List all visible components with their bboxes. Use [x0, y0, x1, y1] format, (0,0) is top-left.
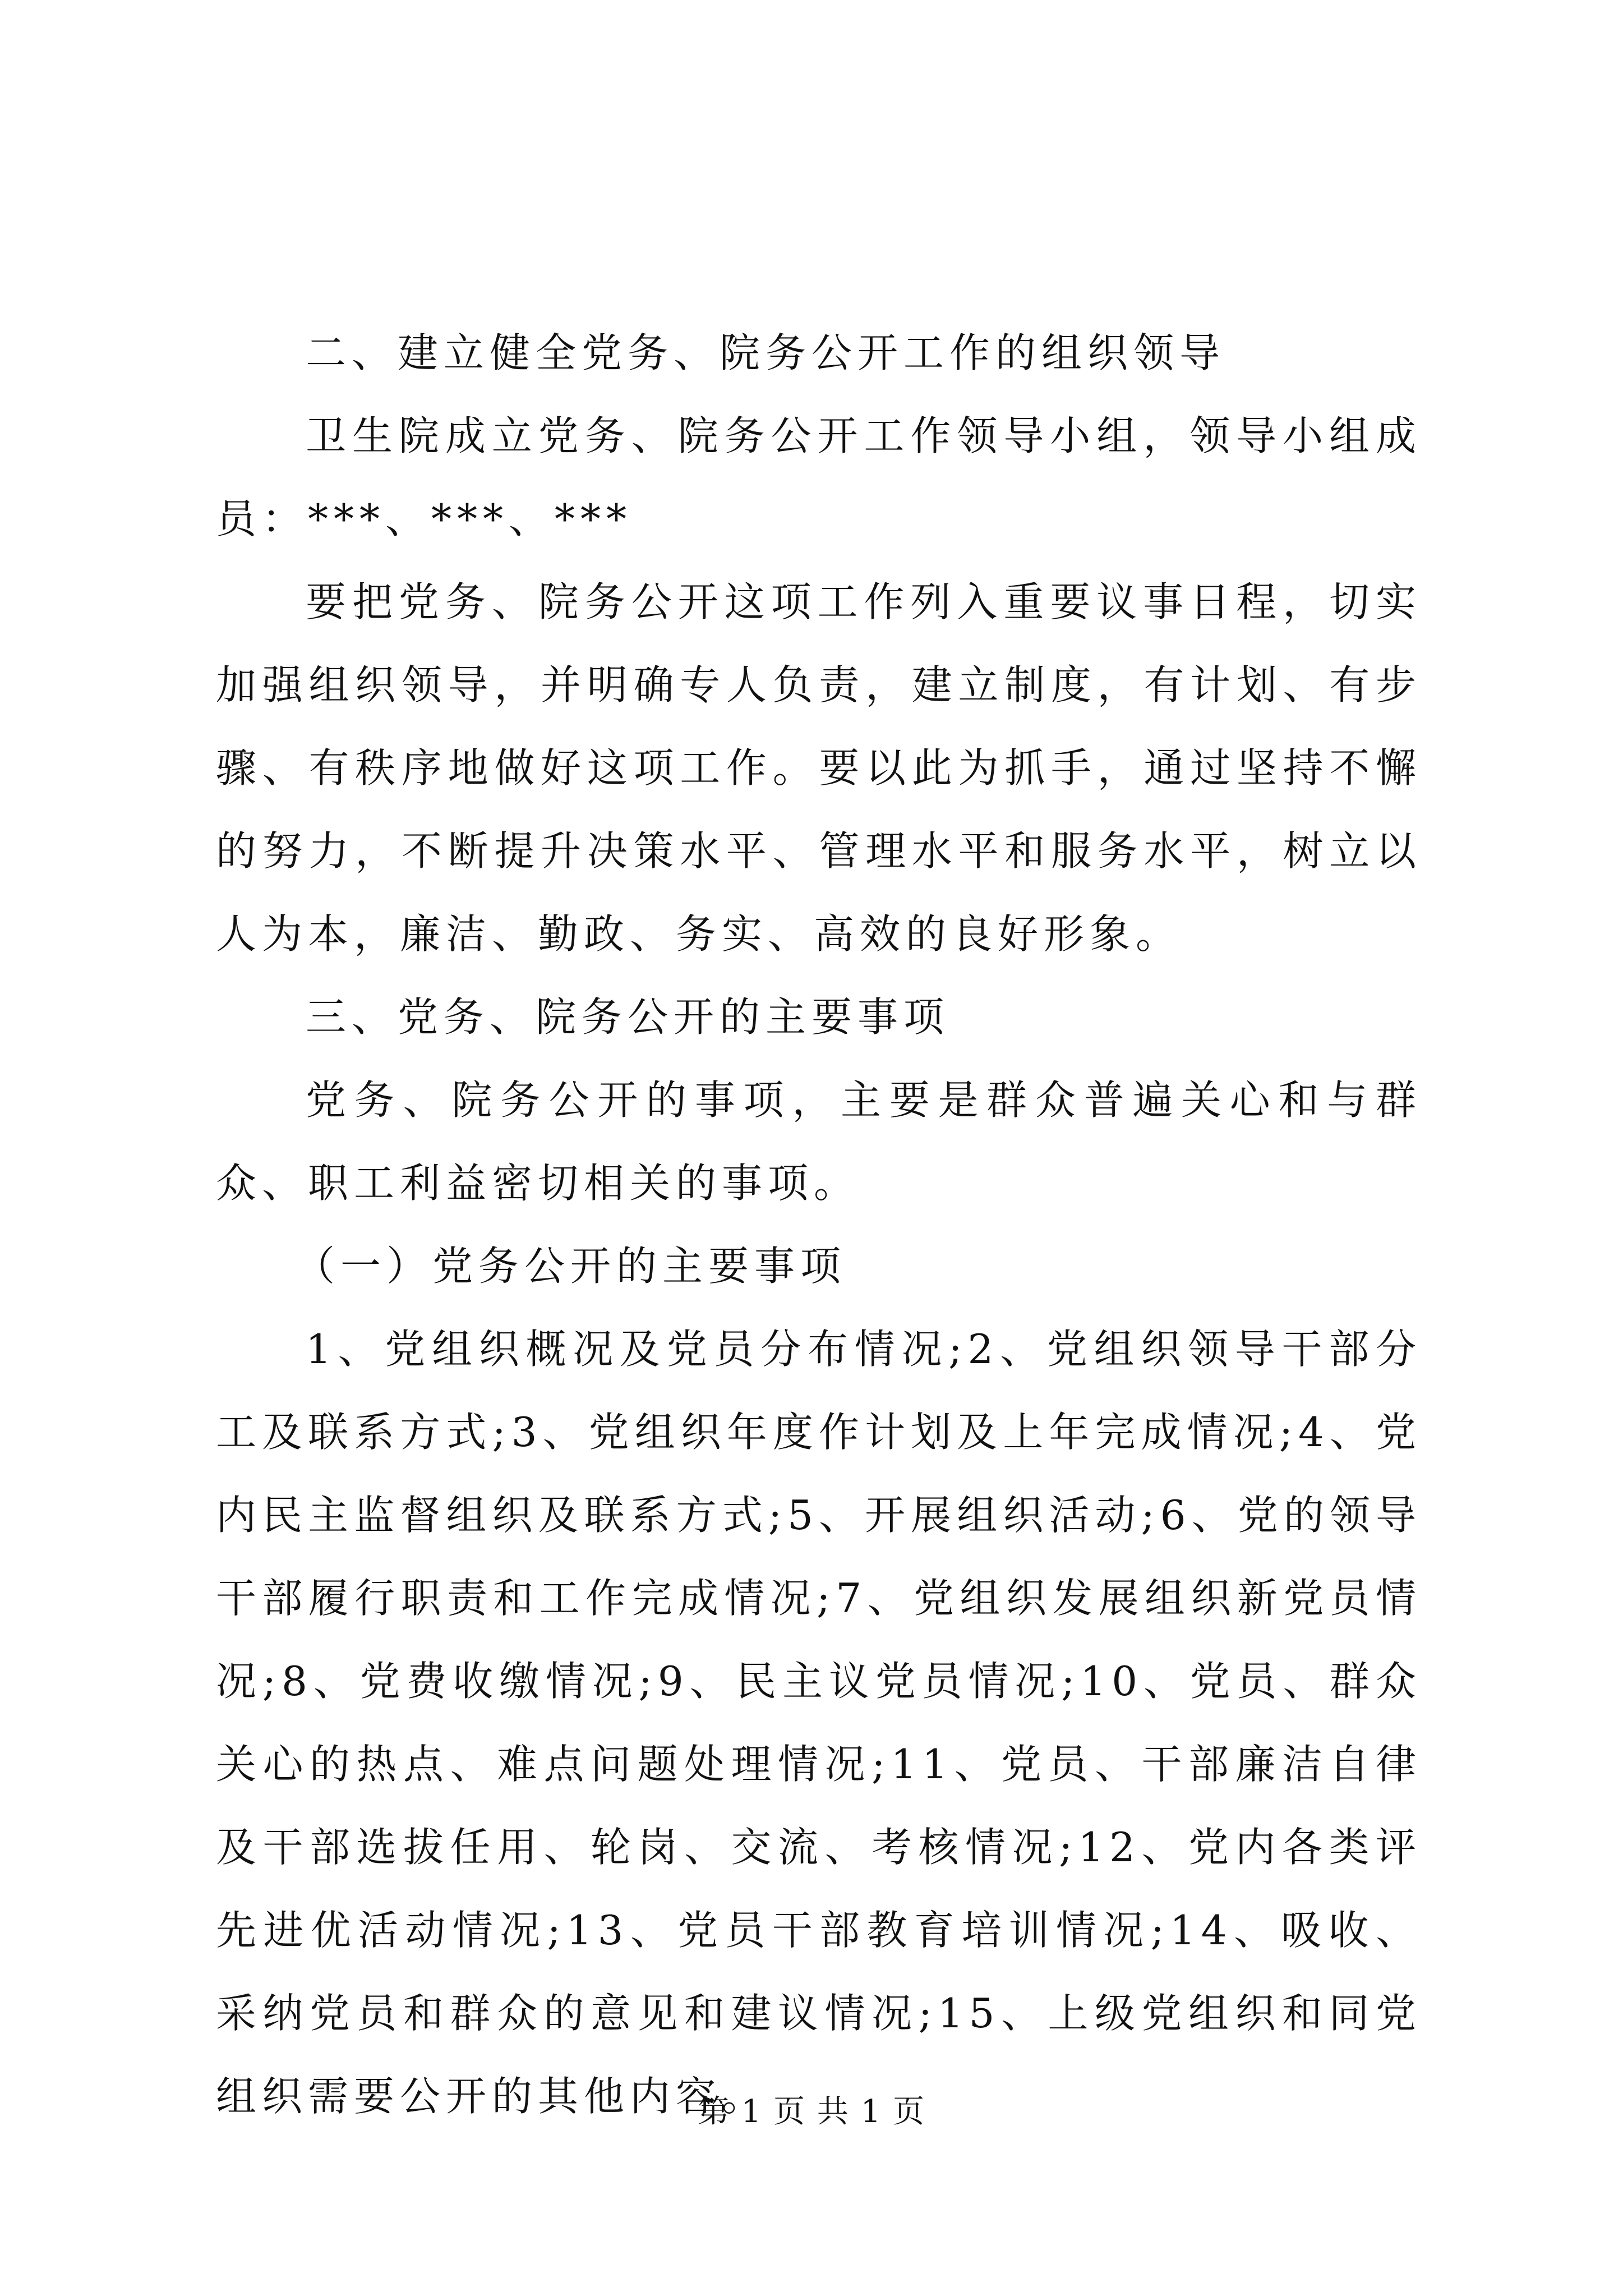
- section-heading-2: 二、建立健全党务、院务公开工作的组织领导: [306, 329, 1226, 376]
- paragraph-party-items-list: 1、党组织概况及党员分布情况;2、党组织领导干部分工及联系方式;3、党组织年度作计划及上年完成情况;4、党内民主监督组织及联系方式;5、开展组织活动;6、党的领导干部履行职责和工作完成情况;7、党组织发展组织新党员情况;8、党费收缴情况;9、民主议党员情况;10、党员、群众关心的热点、难点问题处理情况;11、党员、干部廉洁自律及干部选拔任用、轮岗、交流、考核情况;12、党内各类评先进优活动情况;13、党员干部教育培训情况;14、吸收、采纳党员和群众的意见和建议情况;15、上级党组织和同党组织需要公开的其他内容。: [216, 1326, 1422, 2120]
- page-number-footer: 第 1 页 共 1 页: [697, 2093, 926, 2130]
- subsection-heading-1: （一）党务公开的主要事项: [294, 1243, 847, 1290]
- document-body: [216, 311, 1422, 2138]
- section-heading-3: 三、党务、院务公开的主要事项: [306, 993, 950, 1041]
- paragraph-public-matters: 党务、院务公开的事项，主要是群众普遍关心和与群众、职工利益密切相关的事项。: [216, 1076, 1422, 1207]
- paragraph-leadership-group: 卫生院成立党务、院务公开工作领导小组，领导小组成员：***、***、***: [216, 412, 1422, 542]
- paragraph-agenda: 要把党务、院务公开这项工作列入重要议事日程，切实加强组织领导，并明确专人负责，建立制度，有计划、有步骤、有秩序地做好这项工作。要以此为抓手，通过坚持不懈的努力，不断提升决策水平、管理水平和服务水平，树立以人为本，廉洁、勤政、务实、高效的良好形象。: [216, 578, 1422, 958]
